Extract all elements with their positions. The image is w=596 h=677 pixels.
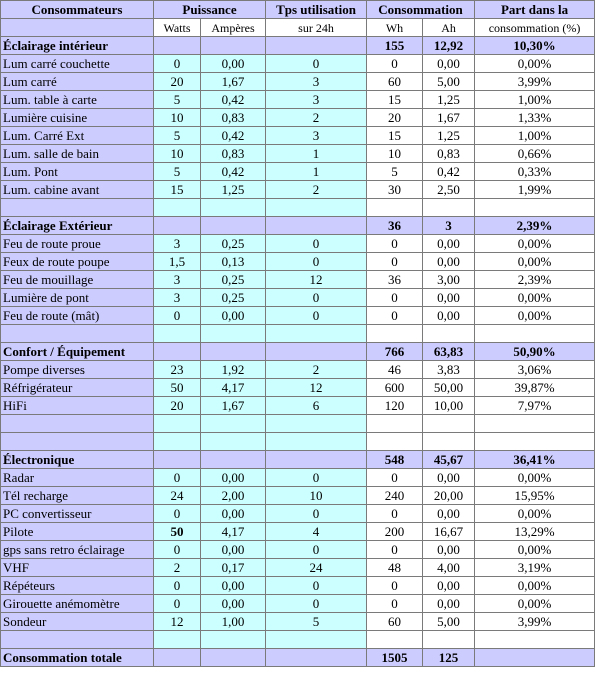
consumer-name: Réfrigérateur (1, 379, 154, 397)
amperes-cell: 0,42 (201, 127, 266, 145)
section-ah: 63,83 (423, 343, 475, 361)
section-wh: 36 (367, 217, 423, 235)
blank-cell (154, 415, 201, 433)
share-cell: 0,00% (475, 469, 595, 487)
header-consumers: Consommateurs (1, 1, 154, 19)
watts-cell: 20 (154, 397, 201, 415)
consumer-name: Répéteurs (1, 577, 154, 595)
wh-cell: 60 (367, 73, 423, 91)
wh-cell: 36 (367, 271, 423, 289)
header-usage-time: Tps utilisation (266, 1, 367, 19)
consumer-name: Radar (1, 469, 154, 487)
hours-cell: 0 (266, 541, 367, 559)
total-empty-3 (266, 649, 367, 667)
blank-cell (154, 631, 201, 649)
amperes-cell: 1,00 (201, 613, 266, 631)
blank-cell (475, 433, 595, 451)
table-row (1, 271, 595, 289)
amperes-cell: 0,25 (201, 289, 266, 307)
wh-cell: 240 (367, 487, 423, 505)
consumer-name: Lum. table à carte (1, 91, 154, 109)
amperes-cell: 4,17 (201, 523, 266, 541)
amperes-cell: 0,00 (201, 55, 266, 73)
section-ah: 45,67 (423, 451, 475, 469)
hours-cell: 0 (266, 505, 367, 523)
section-empty (201, 451, 266, 469)
blank-cell (201, 415, 266, 433)
share-cell: 0,33% (475, 163, 595, 181)
consumer-name: Pilote (1, 523, 154, 541)
table-row (1, 487, 595, 505)
share-cell: 3,99% (475, 613, 595, 631)
ah-cell: 0,00 (423, 577, 475, 595)
consumer-name: Lum. Pont (1, 163, 154, 181)
wh-cell: 120 (367, 397, 423, 415)
ah-cell: 10,00 (423, 397, 475, 415)
wh-cell: 200 (367, 523, 423, 541)
wh-cell: 46 (367, 361, 423, 379)
wh-cell: 0 (367, 289, 423, 307)
amperes-cell: 0,00 (201, 469, 266, 487)
watts-cell: 0 (154, 541, 201, 559)
wh-cell: 600 (367, 379, 423, 397)
consumer-name: Lum carré (1, 73, 154, 91)
table-row (1, 163, 595, 181)
table-row (1, 307, 595, 325)
share-cell: 0,00% (475, 577, 595, 595)
consumer-name: Sondeur (1, 613, 154, 631)
watts-cell: 5 (154, 127, 201, 145)
share-cell: 1,99% (475, 181, 595, 199)
blank-row (1, 325, 595, 343)
table-row (1, 253, 595, 271)
section-empty (201, 37, 266, 55)
blank-cell (266, 325, 367, 343)
blank-cell (1, 325, 154, 343)
ah-cell: 0,00 (423, 289, 475, 307)
ah-cell: 20,00 (423, 487, 475, 505)
consumer-name: Feux de route poupe (1, 253, 154, 271)
consumer-name: Feu de route (mât) (1, 307, 154, 325)
amperes-cell: 0,83 (201, 109, 266, 127)
ah-cell: 3,00 (423, 271, 475, 289)
table-row (1, 145, 595, 163)
consumer-name: Girouette anémomètre (1, 595, 154, 613)
header-row (1, 1, 595, 19)
total-empty-4 (475, 649, 595, 667)
section-share: 36,41% (475, 451, 595, 469)
share-cell: 0,00% (475, 289, 595, 307)
section-wh: 766 (367, 343, 423, 361)
table-row (1, 613, 595, 631)
table-row (1, 469, 595, 487)
section-empty (266, 343, 367, 361)
blank-cell (266, 631, 367, 649)
blank-cell (266, 415, 367, 433)
hours-cell: 1 (266, 145, 367, 163)
section-header-row (1, 451, 595, 469)
section-wh: 155 (367, 37, 423, 55)
blank-row (1, 631, 595, 649)
wh-cell: 0 (367, 541, 423, 559)
amperes-cell: 1,92 (201, 361, 266, 379)
watts-cell: 3 (154, 235, 201, 253)
share-cell: 3,06% (475, 361, 595, 379)
ah-cell: 0,83 (423, 145, 475, 163)
ah-cell: 0,00 (423, 505, 475, 523)
amperes-cell: 2,00 (201, 487, 266, 505)
section-title: Confort / Équipement (1, 343, 154, 361)
header-share: Part dans la (475, 1, 595, 19)
watts-cell: 24 (154, 487, 201, 505)
subheader-share-pct: consommation (%) (475, 19, 595, 37)
share-cell: 1,00% (475, 127, 595, 145)
section-empty (266, 451, 367, 469)
table-row (1, 127, 595, 145)
ah-cell: 0,00 (423, 541, 475, 559)
share-cell: 0,00% (475, 307, 595, 325)
watts-cell: 15 (154, 181, 201, 199)
section-empty (154, 451, 201, 469)
consumer-name: HiFi (1, 397, 154, 415)
hours-cell: 2 (266, 361, 367, 379)
hours-cell: 0 (266, 289, 367, 307)
hours-cell: 6 (266, 397, 367, 415)
section-empty (154, 343, 201, 361)
ah-cell: 16,67 (423, 523, 475, 541)
blank-cell (154, 199, 201, 217)
consumer-name: Lumière de pont (1, 289, 154, 307)
amperes-cell: 0,00 (201, 307, 266, 325)
share-cell: 0,00% (475, 505, 595, 523)
hours-cell: 0 (266, 253, 367, 271)
hours-cell: 5 (266, 613, 367, 631)
watts-cell: 23 (154, 361, 201, 379)
subheader-duration: sur 24h (266, 19, 367, 37)
watts-cell: 0 (154, 469, 201, 487)
wh-cell: 0 (367, 577, 423, 595)
blank-cell (1, 199, 154, 217)
consumer-name: Lum. cabine avant (1, 181, 154, 199)
share-cell: 15,95% (475, 487, 595, 505)
ah-cell: 0,00 (423, 253, 475, 271)
wh-cell: 48 (367, 559, 423, 577)
share-cell: 1,00% (475, 91, 595, 109)
table-row (1, 73, 595, 91)
share-cell: 2,39% (475, 271, 595, 289)
table-row (1, 379, 595, 397)
table-row (1, 91, 595, 109)
share-cell: 13,29% (475, 523, 595, 541)
consumer-name: VHF (1, 559, 154, 577)
section-header-row (1, 343, 595, 361)
blank-row (1, 415, 595, 433)
wh-cell: 5 (367, 163, 423, 181)
amperes-cell: 0,17 (201, 559, 266, 577)
ah-cell: 1,25 (423, 91, 475, 109)
section-wh: 548 (367, 451, 423, 469)
consumer-name: Lum. Carré Ext (1, 127, 154, 145)
blank-cell (367, 631, 423, 649)
amperes-cell: 0,42 (201, 163, 266, 181)
blank-row (1, 199, 595, 217)
table-row (1, 109, 595, 127)
watts-cell: 50 (154, 379, 201, 397)
table-row (1, 289, 595, 307)
watts-cell: 3 (154, 289, 201, 307)
consumer-name: Lumière cuisine (1, 109, 154, 127)
amperes-cell: 0,83 (201, 145, 266, 163)
amperes-cell: 0,00 (201, 595, 266, 613)
consumer-name: Lum. salle de bain (1, 145, 154, 163)
section-share: 50,90% (475, 343, 595, 361)
ah-cell: 2,50 (423, 181, 475, 199)
consumer-name: Lum carré couchette (1, 55, 154, 73)
table-row (1, 181, 595, 199)
share-cell: 7,97% (475, 397, 595, 415)
blank-row (1, 433, 595, 451)
blank-cell (423, 433, 475, 451)
blank-cell (201, 325, 266, 343)
blank-cell (423, 631, 475, 649)
hours-cell: 10 (266, 487, 367, 505)
ah-cell: 5,00 (423, 613, 475, 631)
section-empty (201, 217, 266, 235)
wh-cell: 0 (367, 595, 423, 613)
header-consumption: Consommation (367, 1, 475, 19)
total-ah: 125 (423, 649, 475, 667)
amperes-cell: 0,00 (201, 541, 266, 559)
total-wh: 1505 (367, 649, 423, 667)
hours-cell: 3 (266, 127, 367, 145)
watts-cell: 50 (154, 523, 201, 541)
hours-cell: 2 (266, 181, 367, 199)
share-cell: 1,33% (475, 109, 595, 127)
watts-cell: 20 (154, 73, 201, 91)
blank-cell (423, 325, 475, 343)
blank-cell (423, 415, 475, 433)
hours-cell: 0 (266, 469, 367, 487)
table-row (1, 397, 595, 415)
share-cell: 0,00% (475, 541, 595, 559)
section-header-row (1, 217, 595, 235)
hours-cell: 0 (266, 307, 367, 325)
wh-cell: 30 (367, 181, 423, 199)
table-row (1, 505, 595, 523)
ah-cell: 0,00 (423, 55, 475, 73)
amperes-cell: 0,13 (201, 253, 266, 271)
watts-cell: 10 (154, 145, 201, 163)
amperes-cell: 0,25 (201, 271, 266, 289)
blank-cell (367, 433, 423, 451)
section-empty (266, 217, 367, 235)
blank-cell (367, 415, 423, 433)
watts-cell: 0 (154, 595, 201, 613)
blank-cell (201, 199, 266, 217)
section-title: Éclairage intérieur (1, 37, 154, 55)
amperes-cell: 0,00 (201, 577, 266, 595)
amperes-cell: 0,25 (201, 235, 266, 253)
hours-cell: 24 (266, 559, 367, 577)
blank-cell (1, 415, 154, 433)
share-cell: 3,99% (475, 73, 595, 91)
section-share: 2,39% (475, 217, 595, 235)
hours-cell: 0 (266, 595, 367, 613)
watts-cell: 0 (154, 505, 201, 523)
subheader-amperes: Ampères (201, 19, 266, 37)
wh-cell: 0 (367, 307, 423, 325)
watts-cell: 10 (154, 109, 201, 127)
blank-cell (154, 433, 201, 451)
table-row (1, 595, 595, 613)
blank-cell (1, 433, 154, 451)
blank-cell (201, 433, 266, 451)
subheader-watts: Watts (154, 19, 201, 37)
hours-cell: 12 (266, 379, 367, 397)
wh-cell: 0 (367, 253, 423, 271)
consumer-name: Tél recharge (1, 487, 154, 505)
section-empty (154, 37, 201, 55)
table-body (1, 37, 595, 649)
ah-cell: 0,42 (423, 163, 475, 181)
header-power: Puissance (154, 1, 266, 19)
blank-cell (154, 325, 201, 343)
ah-cell: 3,83 (423, 361, 475, 379)
blank-cell (475, 199, 595, 217)
section-title: Électronique (1, 451, 154, 469)
wh-cell: 0 (367, 235, 423, 253)
hours-cell: 4 (266, 523, 367, 541)
watts-cell: 0 (154, 55, 201, 73)
share-cell: 0,66% (475, 145, 595, 163)
subheader-wh: Wh (367, 19, 423, 37)
share-cell: 0,00% (475, 253, 595, 271)
blank-cell (367, 325, 423, 343)
consumer-name: gps sans retro éclairage (1, 541, 154, 559)
watts-cell: 5 (154, 163, 201, 181)
ah-cell: 0,00 (423, 307, 475, 325)
ah-cell: 1,25 (423, 127, 475, 145)
share-cell: 0,00% (475, 235, 595, 253)
total-empty-2 (201, 649, 266, 667)
wh-cell: 15 (367, 127, 423, 145)
subheader-row (1, 19, 595, 37)
table-row (1, 55, 595, 73)
hours-cell: 0 (266, 235, 367, 253)
amperes-cell: 0,42 (201, 91, 266, 109)
table-row (1, 235, 595, 253)
table-row (1, 577, 595, 595)
blank-cell (475, 631, 595, 649)
consumer-name: Feu de mouillage (1, 271, 154, 289)
blank-cell (266, 433, 367, 451)
hours-cell: 2 (266, 109, 367, 127)
table-row (1, 559, 595, 577)
hours-cell: 1 (266, 163, 367, 181)
share-cell: 0,00% (475, 55, 595, 73)
consumer-name: PC convertisseur (1, 505, 154, 523)
subheader-empty (1, 19, 154, 37)
amperes-cell: 0,00 (201, 505, 266, 523)
ah-cell: 50,00 (423, 379, 475, 397)
watts-cell: 0 (154, 577, 201, 595)
hours-cell: 0 (266, 55, 367, 73)
consumer-name: Feu de route proue (1, 235, 154, 253)
blank-cell (475, 325, 595, 343)
blank-cell (266, 199, 367, 217)
blank-cell (475, 415, 595, 433)
wh-cell: 20 (367, 109, 423, 127)
blank-cell (423, 199, 475, 217)
share-cell: 0,00% (475, 595, 595, 613)
hours-cell: 3 (266, 73, 367, 91)
blank-cell (367, 199, 423, 217)
share-cell: 3,19% (475, 559, 595, 577)
section-header-row (1, 37, 595, 55)
ah-cell: 0,00 (423, 235, 475, 253)
ah-cell: 1,67 (423, 109, 475, 127)
wh-cell: 60 (367, 613, 423, 631)
wh-cell: 0 (367, 505, 423, 523)
section-empty (201, 343, 266, 361)
hours-cell: 3 (266, 91, 367, 109)
wh-cell: 15 (367, 91, 423, 109)
subheader-ah: Ah (423, 19, 475, 37)
hours-cell: 12 (266, 271, 367, 289)
amperes-cell: 4,17 (201, 379, 266, 397)
blank-cell (1, 631, 154, 649)
section-share: 10,30% (475, 37, 595, 55)
section-empty (266, 37, 367, 55)
table-row (1, 541, 595, 559)
consumer-name: Pompe diverses (1, 361, 154, 379)
total-empty-1 (154, 649, 201, 667)
ah-cell: 5,00 (423, 73, 475, 91)
ah-cell: 0,00 (423, 595, 475, 613)
section-ah: 3 (423, 217, 475, 235)
total-label: Consommation totale (1, 649, 154, 667)
wh-cell: 10 (367, 145, 423, 163)
amperes-cell: 1,67 (201, 73, 266, 91)
table-row (1, 523, 595, 541)
wh-cell: 0 (367, 469, 423, 487)
section-title: Éclairage Extérieur (1, 217, 154, 235)
watts-cell: 0 (154, 307, 201, 325)
section-ah: 12,92 (423, 37, 475, 55)
watts-cell: 2 (154, 559, 201, 577)
ah-cell: 4,00 (423, 559, 475, 577)
amperes-cell: 1,25 (201, 181, 266, 199)
watts-cell: 1,5 (154, 253, 201, 271)
share-cell: 39,87% (475, 379, 595, 397)
section-empty (154, 217, 201, 235)
blank-cell (201, 631, 266, 649)
wh-cell: 0 (367, 55, 423, 73)
watts-cell: 5 (154, 91, 201, 109)
hours-cell: 0 (266, 577, 367, 595)
table-row (1, 361, 595, 379)
watts-cell: 3 (154, 271, 201, 289)
amperes-cell: 1,67 (201, 397, 266, 415)
watts-cell: 12 (154, 613, 201, 631)
ah-cell: 0,00 (423, 469, 475, 487)
total-row (1, 649, 595, 667)
